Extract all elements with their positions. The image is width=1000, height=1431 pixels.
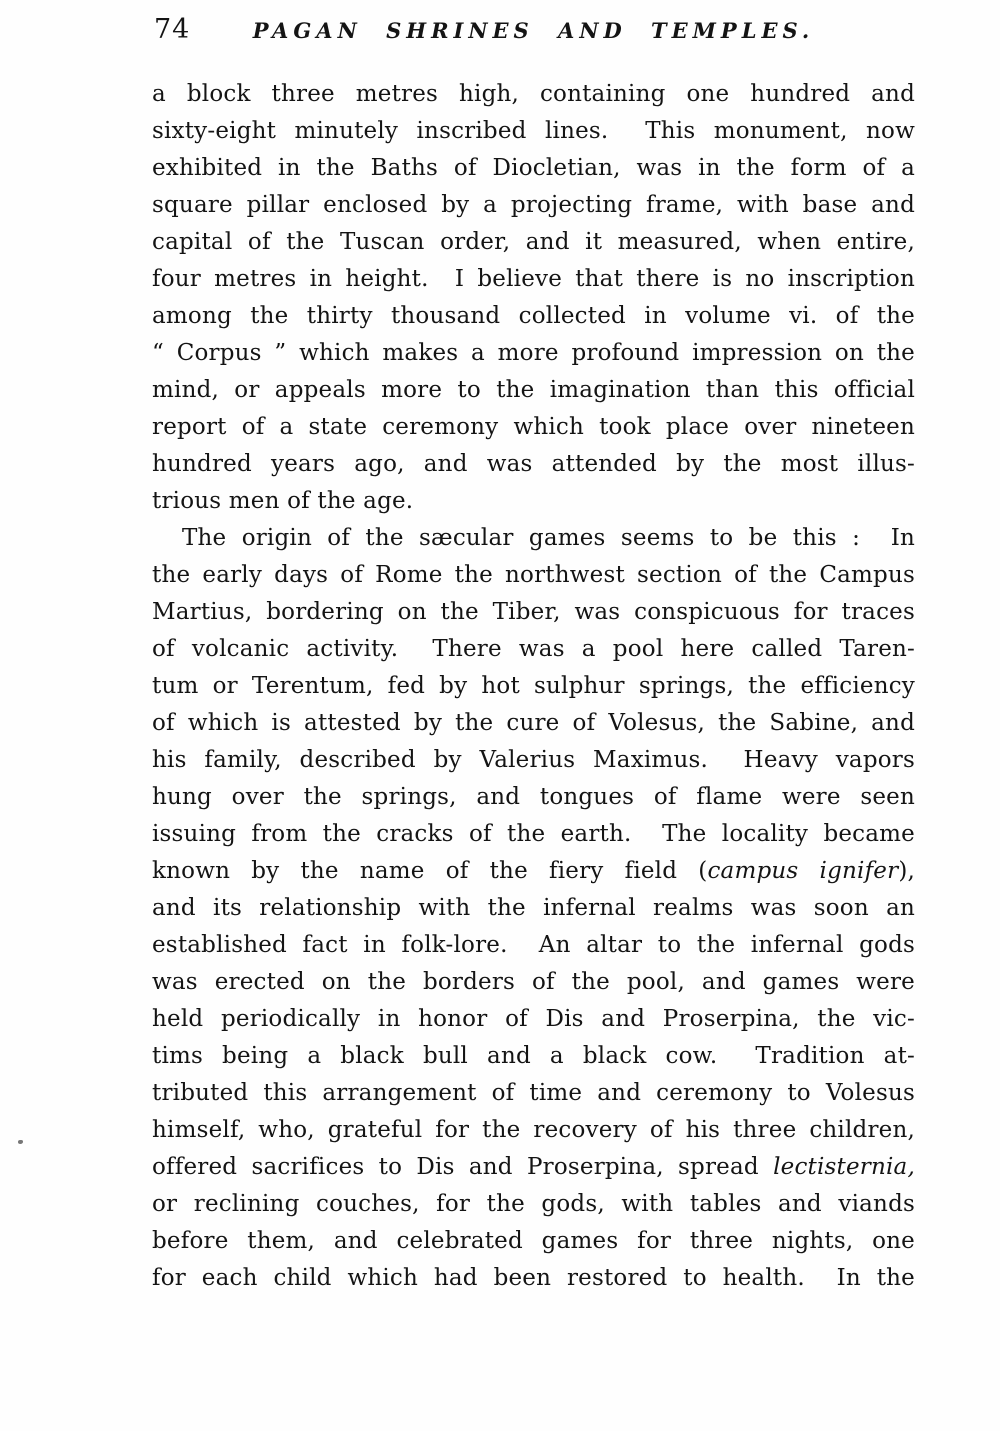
text-line: known by the name of the fiery field (campus ignifer),	[152, 858, 915, 884]
text-line: sixty-eight minutely inscribed lines. This monument, now	[152, 118, 915, 144]
text-line: hundred years ago, and was attended by the most illus-	[152, 451, 915, 477]
text-line: and its relationship with the infernal realms was soon an	[152, 895, 915, 921]
text-line: hung over the springs, and tongues of flame were seen	[152, 784, 915, 810]
text-line: held periodically in honor of Dis and Proserpina, the vic-	[152, 1006, 915, 1032]
text-line: his family, described by Valerius Maximus. Heavy vapors	[152, 747, 915, 773]
page-body	[152, 76, 915, 1297]
text-line: issuing from the cracks of the earth. The locality became	[152, 821, 915, 847]
text-line: was erected on the borders of the pool, and games were	[152, 969, 915, 995]
text-line: himself, who, grateful for the recovery of his three children,	[152, 1117, 915, 1143]
text-line: of volcanic activity. There was a pool here called Taren-	[152, 636, 915, 662]
text-line: “ Corpus ” which makes a more profound impression on the	[152, 340, 915, 366]
text-line: report of a state ceremony which took place over nineteen	[152, 414, 915, 440]
text-line: among the thirty thousand collected in volume vi. of the	[152, 303, 915, 329]
text-line: for each child which had been restored to health. In the	[152, 1265, 915, 1291]
text-line: of which is attested by the cure of Volesus, the Sabine, and	[152, 710, 915, 736]
text-line: trious men of the age.	[152, 488, 414, 514]
text-line: a block three metres high, containing one hundred and	[152, 81, 915, 107]
text-line: The origin of the sæcular games seems to be this : In	[182, 525, 915, 551]
text-line: tum or Terentum, fed by hot sulphur springs, the efficiency	[152, 673, 915, 699]
text-line: Martius, bordering on the Tiber, was conspicuous for traces	[152, 599, 915, 625]
text-line: the early days of Rome the northwest section of the Campus	[152, 562, 915, 588]
text-line: square pillar enclosed by a projecting frame, with base and	[152, 192, 915, 218]
text-line: exhibited in the Baths of Diocletian, was in the form of a	[152, 155, 915, 181]
text-line: capital of the Tuscan order, and it measured, when entire,	[152, 229, 915, 255]
text-line: established fact in folk-lore. An altar to the infernal gods	[152, 932, 915, 958]
scan-artifact-speck	[18, 1140, 23, 1144]
text-line: mind, or appeals more to the imagination than this official	[152, 377, 915, 403]
text-line: offered sacrifices to Dis and Proserpina, spread lectisternia,	[152, 1154, 915, 1180]
text-line: before them, and celebrated games for three nights, one	[152, 1228, 915, 1254]
page-header	[152, 12, 915, 52]
text-line: four metres in height. I believe that there is no inscription	[152, 266, 915, 292]
text-line: tims being a black bull and a black cow. Tradition at-	[152, 1043, 915, 1069]
text-line: or reclining couches, for the gods, with tables and viands	[152, 1191, 915, 1217]
page-number: 74	[154, 14, 191, 45]
running-title: PAGAN SHRINES AND TEMPLES.	[252, 18, 815, 43]
text-line: tributed this arrangement of time and ceremony to Volesus	[152, 1080, 915, 1106]
